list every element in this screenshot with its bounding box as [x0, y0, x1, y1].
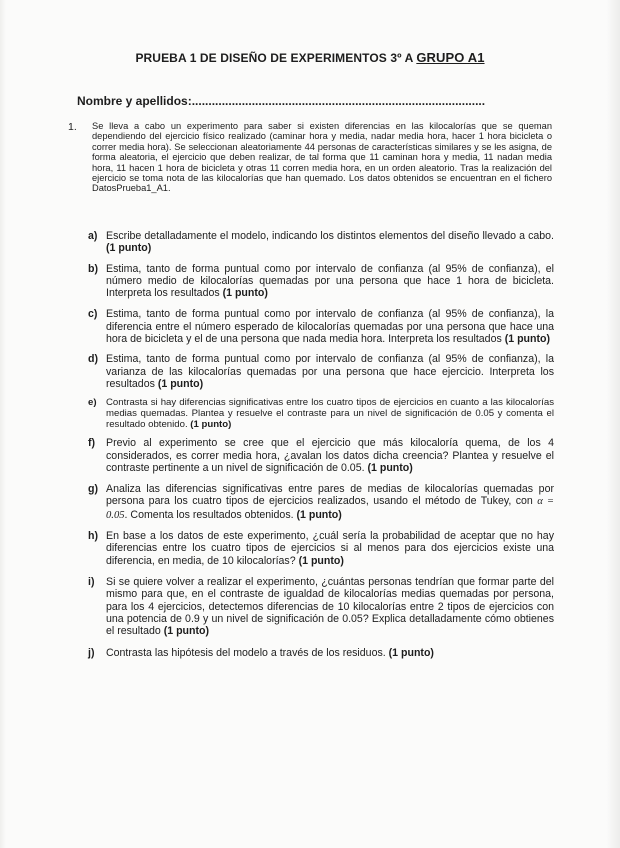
item-text-after: . Comenta los resultados obtenidos. [124, 508, 297, 521]
item-f [88, 437, 554, 474]
item-points: (1 punto) [163, 625, 210, 638]
item-label: i) [88, 575, 95, 588]
exam-title [0, 50, 620, 65]
title-text: PRUEBA 1 DE DISEÑO DE EXPERIMENTOS 3º A [135, 51, 413, 65]
subquestion-list [88, 228, 554, 660]
item-text: Analiza las diferencias significativas entre pares de medias de kilocalorías quemadas por persona para los cuatro tipos de ejercicios realizados, usando el método de Tukey, con [106, 483, 554, 508]
item-text: Contrasta si hay diferencias significativas entre los cuatro tipos de ejercicios en cuanto a las kilocalorías medias quemadas. Plantea y resuelve el contraste para un nivel de significación de 0.05 y comenta el resultado obtenido. [106, 397, 554, 431]
item-label: b) [88, 262, 98, 275]
scan-shadow-right [606, 0, 620, 848]
item-i [88, 576, 554, 637]
item-points: (1 punto) [388, 647, 434, 660]
name-field [77, 94, 485, 108]
scan-shadow-left [0, 0, 6, 848]
item-points: (1 punto) [367, 461, 413, 474]
item-points: (1 punto) [296, 508, 342, 521]
item-points: (1 punto) [106, 242, 152, 255]
name-dots: ........................................................................................ [191, 94, 486, 108]
item-c [88, 308, 554, 345]
item-g [88, 483, 554, 522]
item-text: Escribe detalladamente el modelo, indicando los distintos elementos del diseño llevado a cabo. [106, 230, 554, 242]
question-number: 1. [68, 121, 77, 133]
item-text: Estima, tanto de forma puntual como por intervalo de confianza (al 95% de confianza), la diferencia entre el número esperado de kilocalorías quemadas por una persona que hace una hora de bicicleta y el de una persona que nada media hora. Interpreta los resultados [106, 308, 554, 346]
item-a [88, 230, 554, 255]
item-d [88, 353, 554, 390]
item-label: c) [88, 308, 98, 321]
item-text: Si se quiere volver a realizar el experimento, ¿cuántas personas tendrían que formar parte del mismo para que, en el contraste de igualdad de kilocalorías medias quemadas por persona, para los 4 ejercicios, detectemos diferencias de 10 kilocalorías entre 2 tipos de ejercicios con una potencia de 0.9 y un nivel de significación de 0.05? Explica detalladamente cómo obtienes el resultado [106, 575, 554, 638]
item-h [88, 530, 554, 567]
group-label: GRUPO A1 [416, 50, 485, 65]
question-intro: Se lleva a cabo un experimento para saber si existen diferencias en las kilocalorías que se queman dependiendo del ejercicio físico realizado (caminar hora y media, nadar media hora, hacer 1 hora bicicleta o correr media hora). Se seleccionan aleatoriamente 44 personas de características similares y se les asigna, de forma aleatoria, el ejercicio que deben realizar, de tal forma que 11 caminan hora y media, 11 nadan media hora, 11 hacen 1 hora de bicicleta y otras 11 corren media hora, en un orden aleatorio. Tras la realización del ejercicio se toma nota de las kilocalorías que han quemado. Los datos obtenidos se encuentran en el fichero DatosPrueba1_A1. [92, 121, 552, 194]
question-1 [68, 121, 552, 194]
item-label: d) [88, 353, 98, 366]
item-label: f) [88, 437, 96, 450]
item-text: Contrasta las hipótesis del modelo a través de los residuos. [106, 647, 389, 660]
item-text: En base a los datos de este experimento, ¿cuál sería la probabilidad de aceptar que no hay diferencias entre los cuatro tipos de ejercicios si al menos para dos ejercicios existe una diferencia, en media, de 10 kilocalorías? [106, 530, 554, 567]
item-label: h) [88, 530, 98, 543]
item-label: e) [88, 397, 97, 409]
alpha-formula: α = 0.05 [106, 496, 554, 521]
item-e [88, 397, 554, 430]
item-points: (1 punto) [157, 377, 204, 390]
item-points: (1 punto) [222, 287, 268, 300]
item-text: Estima, tanto de forma puntual como por intervalo de confianza (al 95% de confianza), el número medio de kilocalorías quemadas por una persona que hace 1 hora de bicicleta. Interpreta los resultados [106, 262, 554, 300]
item-points: (1 punto) [298, 554, 344, 567]
item-points: (1 punto) [504, 333, 551, 346]
item-b [88, 263, 554, 300]
name-label: Nombre y apellidos: [77, 94, 192, 108]
item-j [88, 647, 554, 659]
item-text: Estima, tanto de forma puntual como por intervalo de confianza (al 95% de confianza), la varianza de las kilocalorías quemadas por una persona que hace ejercicio. Interpreta los resultados [106, 353, 554, 390]
item-label: j) [88, 647, 95, 660]
item-label: a) [88, 230, 98, 242]
item-label: g) [88, 483, 98, 496]
item-text: Previo al experimento se cree que el ejercicio que más kilocaloría quema, de los 4 considerados, es correr media hora, ¿avalan los datos dicha creencia? Plantea y resuelve el contraste pertinente a un nivel de significación de 0.05. [106, 437, 554, 474]
item-points: (1 punto) [190, 419, 232, 431]
